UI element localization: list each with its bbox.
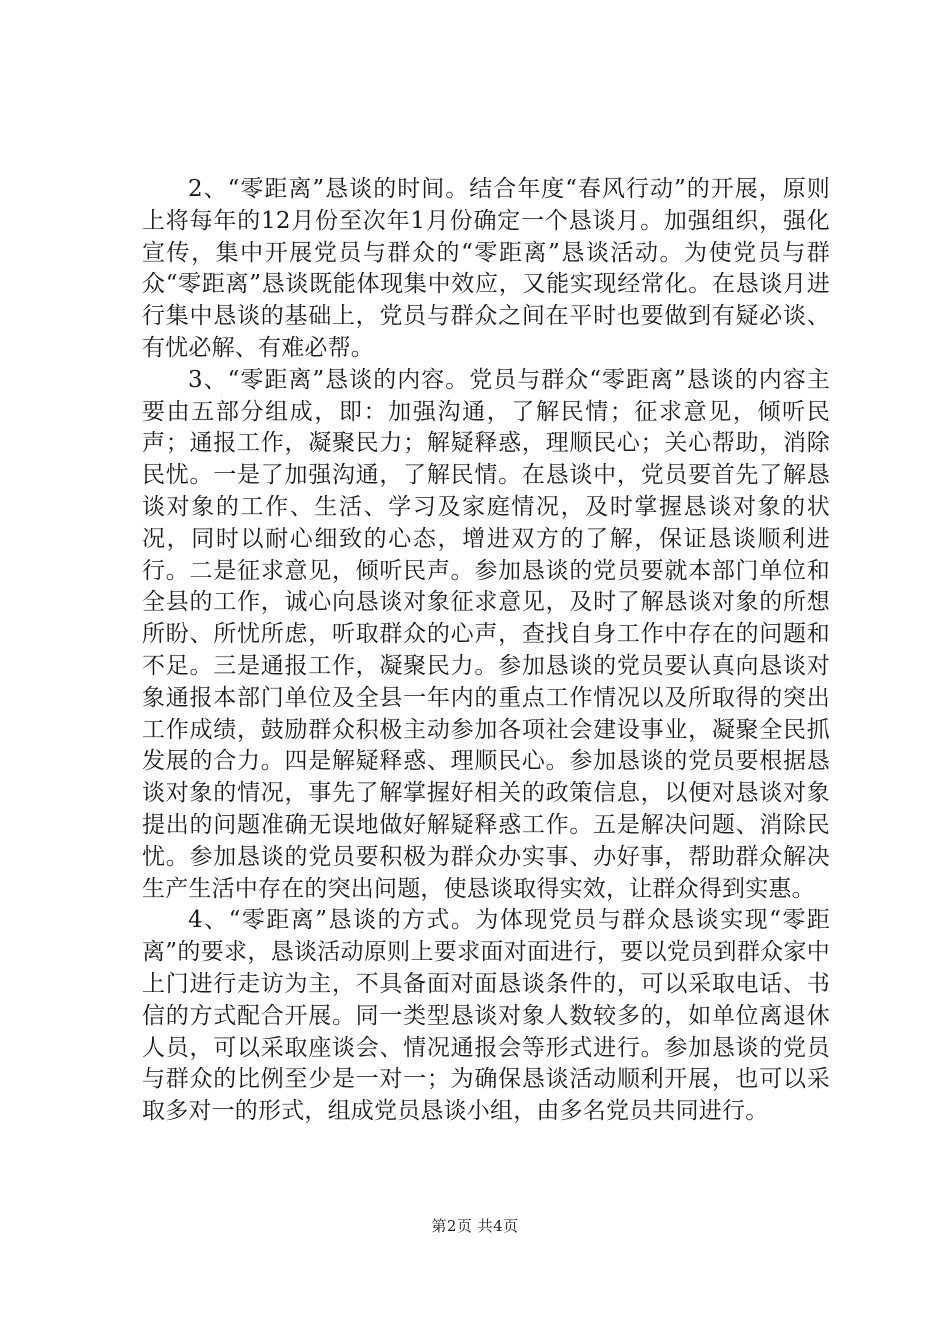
page-number-footer: 第2页 共4页: [431, 1217, 519, 1235]
paragraph-4-method: 4、“零距离”恳谈的方式。为体现党员与群众恳谈实现“零距离”的要求，恳谈活动原则上要求面对面进行，要以党员到群众家中上门进行走访为主，不具备面对面恳谈条件的，可以采取电话、书信的方式配合开展。同一类型恳谈对象人数较多的，如单位离退休人员，可以采取座谈会、情况通报会等形式进行。参加恳谈的党员与群众的比例至少是一对一；为确保恳谈活动顺利开展，也可以采取多对一的形式，组成党员恳谈小组，由多名党员共同进行。: [142, 907, 830, 1125]
document-body: [142, 174, 830, 1128]
paragraph-2-timing: 2、“零距离”恳谈的时间。结合年度“春风行动”的开展，原则上将每年的12月份至次年1月份确定一个恳谈月。加强组织，强化宣传，集中开展党员与群众的“零距离”恳谈活动。为使党员与群众“零距离”恳谈既能体现集中效应，又能实现经常化。在恳谈月进行集中恳谈的基础上，党员与群众之间在平时也要做到有疑必谈、有忧必解、有难必帮。: [142, 176, 830, 361]
paragraph-3-content: 3、“零距离”恳谈的内容。党员与群众“零距离”恳谈的内容主要由五部分组成，即：加强沟通，了解民情；征求意见，倾听民声；通报工作，凝聚民力；解疑释惑，理顺民心；关心帮助，消除民忧。一是了加强沟通，了解民情。在恳谈中，党员要首先了解恳谈对象的工作、生活、学习及家庭情况，及时掌握恳谈对象的状况，同时以耐心细致的心态，增进双方的了解，保证恳谈顺利进行。二是征求意见，倾听民声。参加恳谈的党员要就本部门单位和全县的工作，诚心向恳谈对象征求意见，及时了解恳谈对象的所想所盼、所忧所虑，听取群众的心声，查找自身工作中存在的问题和不足。三是通报工作，凝聚民力。参加恳谈的党员要认真向恳谈对象通报本部门单位及全县一年内的重点工作情况以及所取得的突出工作成绩，鼓励群众积极主动参加各项社会建设事业，凝聚全民抓发展的合力。四是解疑释惑、理顺民心。参加恳谈的党员要根据恳谈对象的情况，事先了解掌握好相关的政策信息，以便对恳谈对象提出的问题准确无误地做好解疑释惑工作。五是解决问题、消除民忧。参加恳谈的党员要积极为群众办实事、办好事，帮助群众解决生产生活中存在的突出问题，使恳谈取得实效，让群众得到实惠。: [142, 366, 830, 902]
